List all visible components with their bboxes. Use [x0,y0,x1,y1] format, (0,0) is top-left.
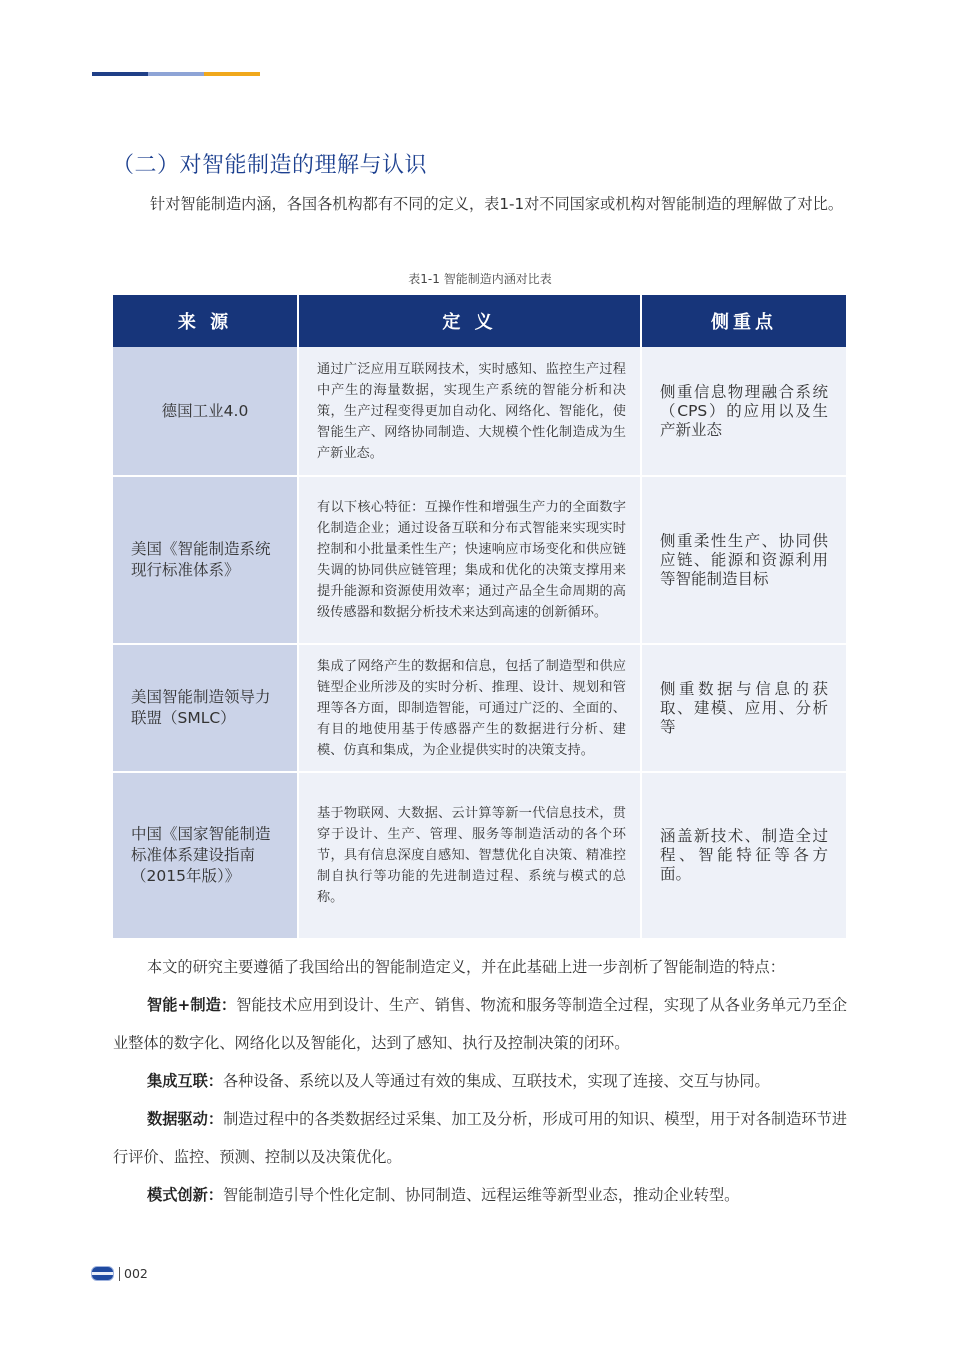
cell-source: 中国《国家智能制造标准体系建设指南（2015年版）》 [113,772,298,939]
cell-focus: 侧重柔性生产、协同供应链、能源和资源利用等智能制造目标 [641,476,846,644]
cell-source: 美国智能制造领导力联盟（SMLC） [113,644,298,772]
feature-label: 集成互联： [147,1072,223,1090]
cmmm-logo-icon [91,1266,114,1281]
intro-paragraph: 针对智能制造内涵，各国各机构都有不同的定义，表1-1对不同国家或机构对智能制造的理解做了对比。 [150,195,844,213]
table-row [113,644,846,772]
feature-label: 模式创新： [147,1186,223,1204]
cell-focus: 侧重数据与信息的获取、建模、应用、分析等 [641,644,846,772]
header-focus: 侧重点 [641,295,846,347]
accent-segment-orange [204,72,260,76]
table-row [113,772,846,939]
feature-text: 智能技术应用到设计、生产、销售、物流和服务等制造全过程，实现了从各业务单元乃至企业整体的数字化、网络化以及智能化，达到了感知、执行及控制决策的闭环。 [113,996,848,1052]
feature-text: 制造过程中的各类数据经过采集、加工及分析，形成可用的知识、模型，用于对各制造环节进行评价、监控、预测、控制以及决策优化。 [113,1110,848,1166]
feature-paragraph [113,986,847,1062]
page-number: 002 [124,1266,148,1281]
cell-definition: 通过广泛应用互联网技术，实时感知、监控生产过程中产生的海量数据，实现生产系统的智能分析和决策，生产过程变得更加自动化、网络化、智能化，使智能生产、网络协同制造、大规模个性化制造成为生产新业态。 [298,347,641,476]
table-row [113,347,846,476]
cell-definition: 基于物联网、大数据、云计算等新一代信息技术，贯穿于设计、生产、管理、服务等制造活动的各个环节，具有信息深度自感知、智慧优化自决策、精准控制自执行等功能的先进制造过程、系统与模式的总称。 [298,772,641,939]
accent-segment-light-blue [148,72,204,76]
feature-paragraph [113,1062,847,1100]
feature-paragraph [113,1176,847,1214]
footer-divider [119,1267,120,1281]
feature-label: 智能+制造： [147,996,237,1014]
cell-source: 德国工业4.0 [113,347,298,476]
cell-definition: 集成了网络产生的数据和信息，包括了制造型和供应链型企业所涉及的实时分析、推理、设计、规划和管理等各方面，即制造智能，可通过广泛的、全面的、有目的地使用基于传感器产生的数据进行分析、建模、仿真和集成，为企业提供实时的决策支持。 [298,644,641,772]
table-row [113,476,846,644]
feature-text: 各种设备、系统以及人等通过有效的集成、互联技术，实现了连接、交互与协同。 [222,1072,770,1090]
page-footer [91,1266,148,1281]
table-caption: 表1-1 智能制造内涵对比表 [408,272,552,286]
cell-source: 美国《智能制造系统现行标准体系》 [113,476,298,644]
accent-segment-dark-blue [92,72,148,76]
comparison-table [113,295,846,940]
section-title: （二）对智能制造的理解与认识 [112,153,428,178]
body-paragraph: 本文的研究主要遵循了我国给出的智能制造定义，并在此基础上进一步剖析了智能制造的特点： [147,958,785,976]
header-accent-bar [92,72,260,76]
feature-paragraph [113,1100,847,1176]
header-definition: 定 义 [298,295,641,347]
feature-label: 数据驱动： [147,1110,224,1128]
header-source: 来 源 [113,295,298,347]
cell-focus: 侧重信息物理融合系统（CPS）的应用以及生产新业态 [641,347,846,476]
table-header-row [113,295,846,347]
feature-text: 智能制造引导个性化定制、协同制造、远程运维等新型业态，推动企业转型。 [222,1186,740,1204]
cell-focus: 涵盖新技术、制造全过程、智能特征等各方面。 [641,772,846,939]
cell-definition: 有以下核心特征：互操作性和增强生产力的全面数字化制造企业；通过设备互联和分布式智能来实现实时控制和小批量柔性生产；快速响应市场变化和供应链失调的协同供应链管理；集成和优化的决策支撑用来提升能源和资源使用效率；通过产品全生命周期的高级传感器和数据分析技术来达到高速的创新循环。 [298,476,641,644]
